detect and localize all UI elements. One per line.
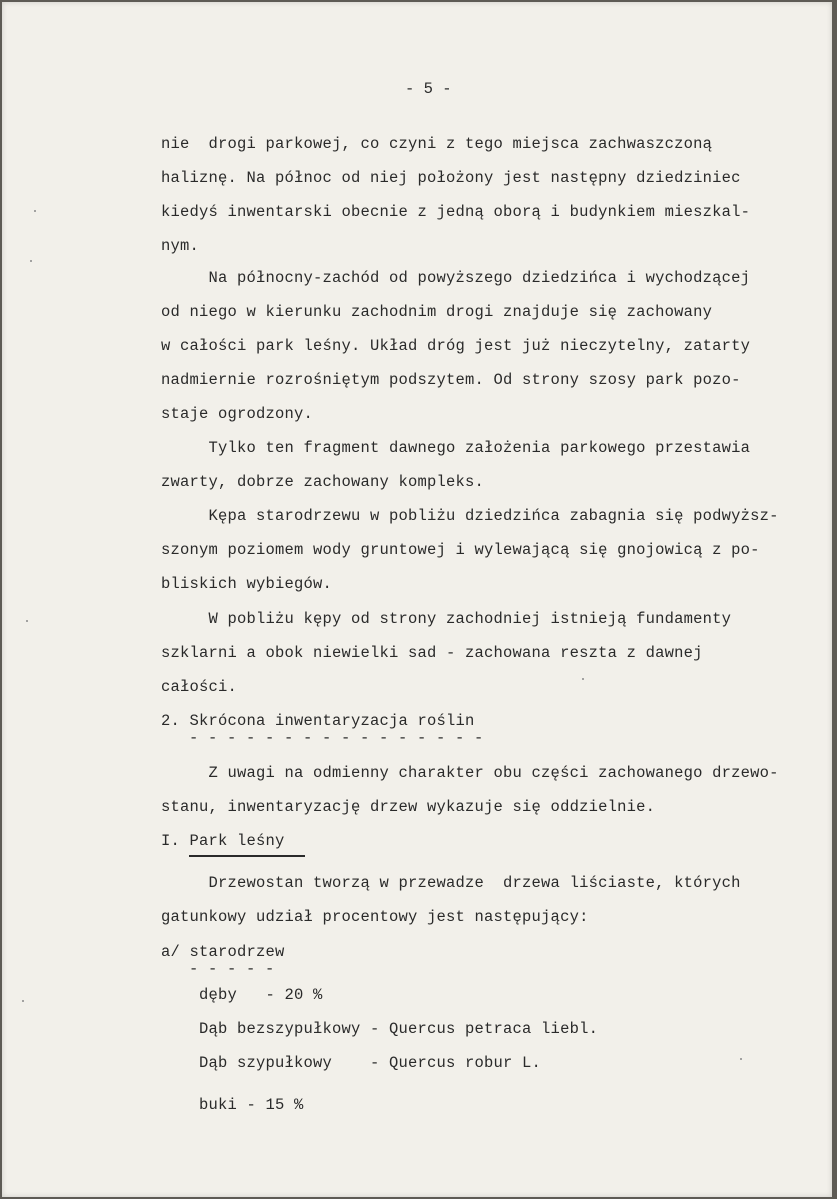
dashed-underline: - - - - - - - - - - - - - - - - <box>189 729 484 747</box>
text-line: zwarty, dobrze zachowany kompleks. <box>161 473 485 491</box>
text-line: Drzewostan tworzą w przewadze drzewa liściaste, których <box>161 874 741 892</box>
text-line: nym. <box>161 237 200 255</box>
paper-speck <box>740 1058 742 1060</box>
text-line: Tylko ten fragment dawnego założenia parkowego przestawia <box>161 439 751 457</box>
text-line: haliznę. Na północ od niej położony jest następny dziedziniec <box>161 169 741 187</box>
paper-speck <box>30 260 32 262</box>
species-line: Dąb bezszypułkowy - Quercus petraca liebl. <box>161 1020 599 1038</box>
section-heading: 2. Skrócona inwentaryzacja roślin <box>161 712 475 730</box>
text-line: W pobliżu kępy od strony zachodniej istnieją fundamenty <box>161 610 732 628</box>
paper-speck <box>582 678 584 680</box>
text-line: szonym poziomem wody gruntowej i wylewającą się gnojowicą z po- <box>161 541 760 559</box>
paper-speck <box>22 1000 24 1002</box>
solid-underline <box>189 855 305 857</box>
text-line: staje ogrodzony. <box>161 405 314 423</box>
text-line: Na północny-zachód od powyższego dziedzińca i wychodzącej <box>161 269 751 287</box>
species-line: buki - 15 % <box>161 1096 304 1114</box>
paper-speck <box>34 210 36 212</box>
species-line: Dąb szypułkowy - Quercus robur L. <box>161 1054 542 1072</box>
species-line: dęby - 20 % <box>161 986 323 1004</box>
text-line: Kępa starodrzewu w pobliżu dziedzińca zabagnia się podwyższ- <box>161 507 779 525</box>
text-line: Z uwagi na odmienny charakter obu części zachowanego drzewo- <box>161 764 779 782</box>
text-line: gatunkowy udział procentowy jest następujący: <box>161 908 589 926</box>
subsection-heading: I. Park leśny <box>161 832 285 850</box>
paper-speck <box>26 620 28 622</box>
text-line: nadmiernie rozrośniętym podszytem. Od strony szosy park pozo- <box>161 371 741 389</box>
text-line: szklarni a obok niewielki sad - zachowana reszta z dawnej <box>161 644 703 662</box>
text-line: od niego w kierunku zachodnim drogi znajduje się zachowany <box>161 303 713 321</box>
dashed-underline: - - - - - <box>189 960 275 978</box>
page-number: - 5 - <box>405 80 452 98</box>
text-line: nie drogi parkowej, co czyni z tego miejsca zachwaszczoną <box>161 135 713 153</box>
text-line: całości. <box>161 678 238 696</box>
text-line: stanu, inwentaryzację drzew wykazuje się oddzielnie. <box>161 798 656 816</box>
text-line: kiedyś inwentarski obecnie z jedną oborą i budynkiem mieszkal- <box>161 203 751 221</box>
list-heading: a/ starodrzew <box>161 943 285 961</box>
text-line: bliskich wybiegów. <box>161 575 333 593</box>
text-line: w całości park leśny. Układ dróg jest już nieczytelny, zatarty <box>161 337 751 355</box>
